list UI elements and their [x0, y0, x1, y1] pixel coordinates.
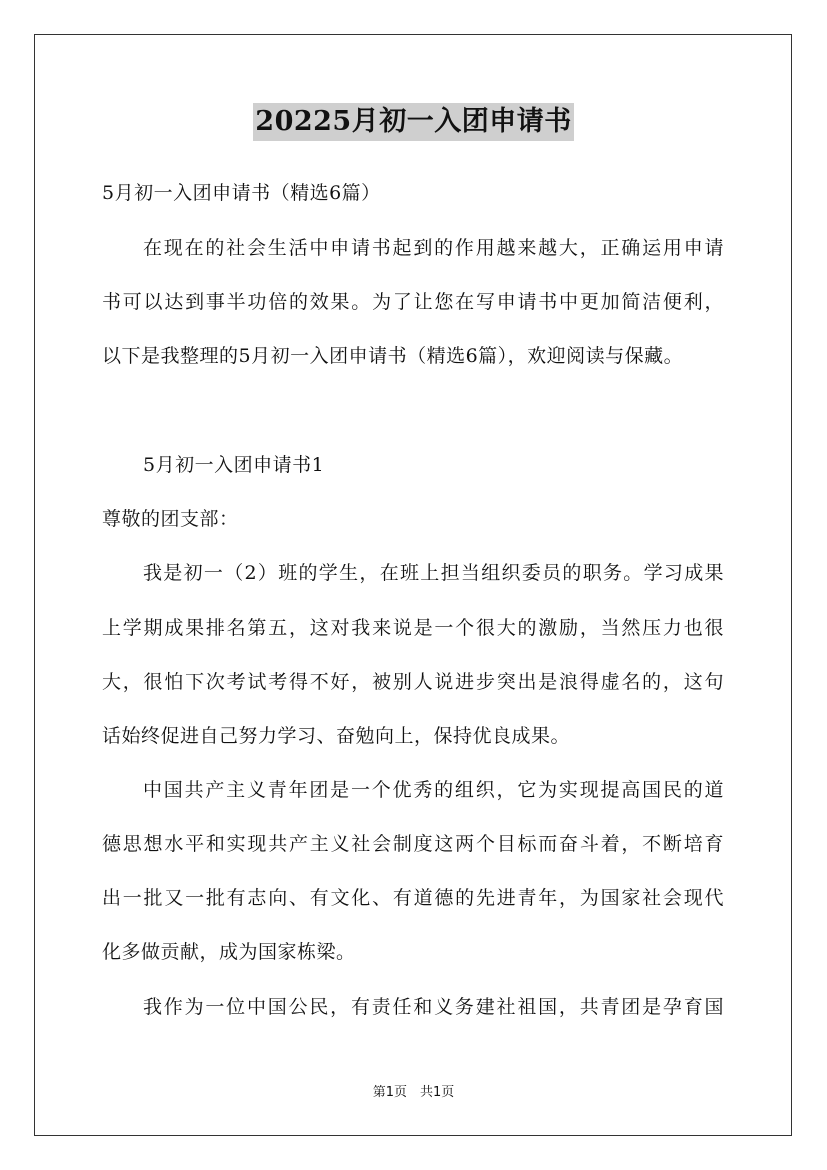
- document-subtitle: 5月初一入团申请书（精选6篇）: [102, 182, 381, 204]
- salutation: 尊敬的团支部：: [102, 508, 239, 530]
- intro-line-3: 以下是我整理的5月初一入团申请书（精选6篇），欢迎阅读与保藏。: [102, 345, 684, 367]
- intro-line-2: 书可以达到事半功倍的效果。为了让您在写申请书中更加简洁便利，: [102, 291, 724, 313]
- page-footer: 第1页 共1页: [372, 1085, 455, 1100]
- paragraph1-line-4: 话始终促进自己努力学习、奋勉向上，保持优良成果。: [102, 725, 571, 747]
- section-heading: 5月初一入团申请书1: [143, 454, 325, 476]
- paragraph2-line-3: 出一批又一批有志向、有文化、有道德的先进青年，为国家社会现代: [102, 887, 724, 909]
- paragraph1-line-3: 大，很怕下次考试考得不好，被别人说进步突出是浪得虚名的，这句: [102, 671, 724, 693]
- title-container: [0, 103, 827, 141]
- paragraph1-line-2: 上学期成果排名第五，这对我来说是一个很大的激励，当然压力也很: [102, 617, 724, 639]
- document-title: 20225月初一入团申请书: [253, 103, 573, 141]
- paragraph2-line-1: 中国共产主义青年团是一个优秀的组织，它为实现提高国民的道: [143, 779, 724, 801]
- paragraph2-line-4: 化多做贡献，成为国家栋梁。: [102, 941, 356, 963]
- paragraph1-line-1: 我是初一（2）班的学生，在班上担当组织委员的职务。学习成果: [143, 562, 724, 584]
- paragraph2-line-2: 德思想水平和实现共产主义社会制度这两个目标而奋斗着，不断培育: [102, 833, 724, 855]
- paragraph3-line-1: 我作为一位中国公民，有责任和义务建社祖国，共青团是孕育国: [143, 996, 724, 1018]
- intro-line-1: 在现在的社会生活中申请书起到的作用越来越大，正确运用申请: [143, 237, 724, 259]
